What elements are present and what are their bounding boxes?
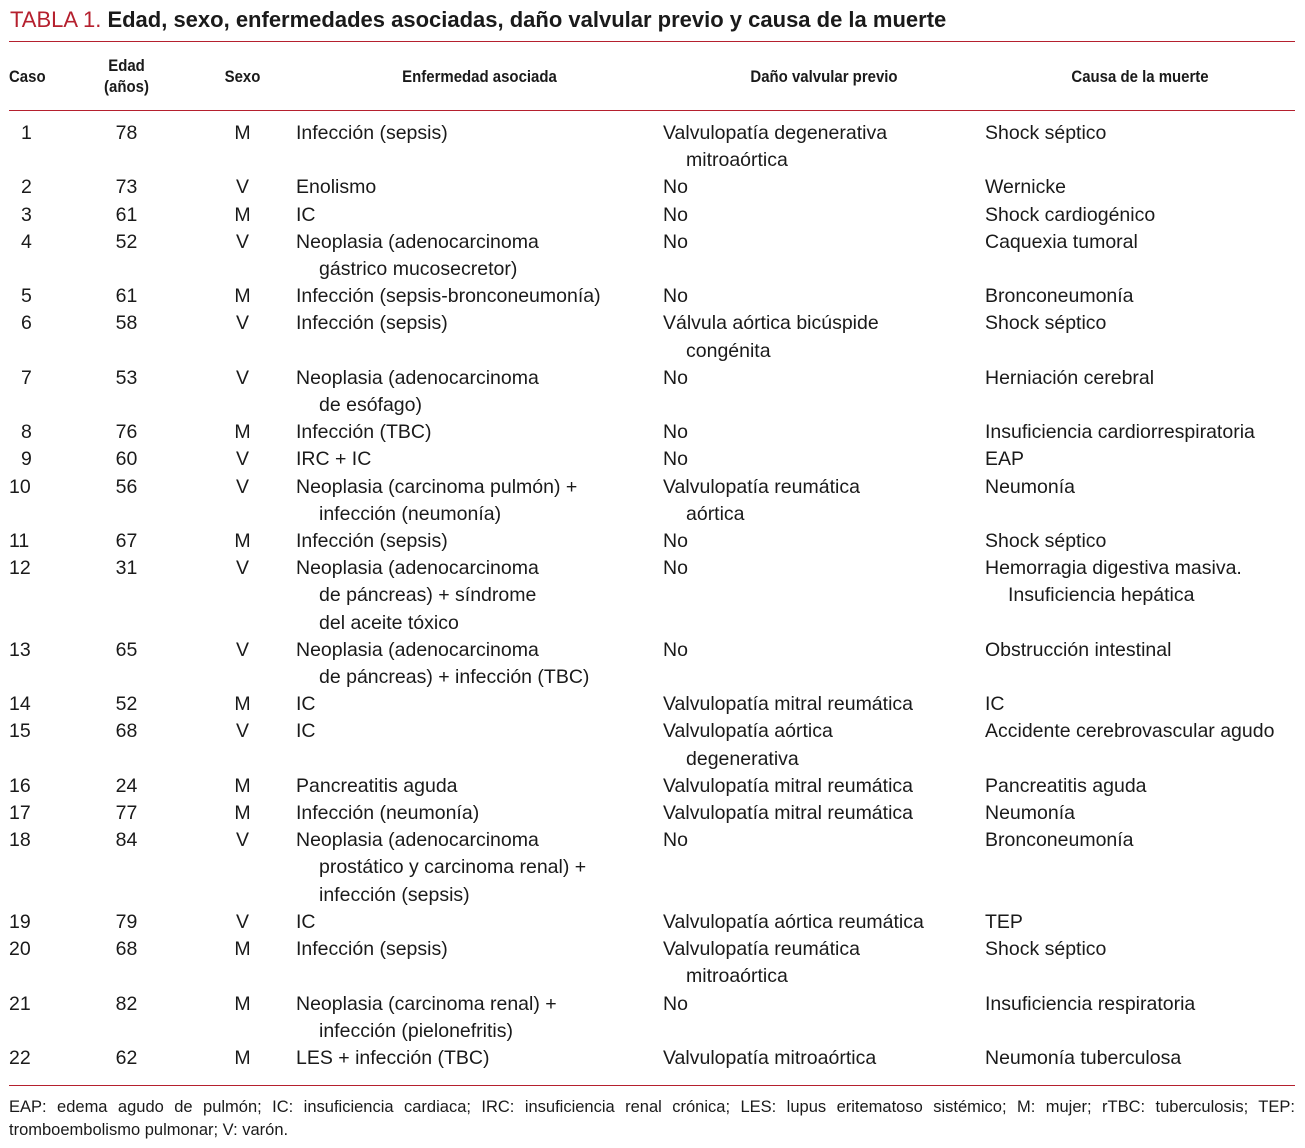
cell-edad: 53 xyxy=(115,366,138,389)
cell-enfermedad: IC xyxy=(296,693,316,716)
cell-sexo: V xyxy=(235,230,249,253)
cell-dano: Valvulopatía mitral reumática xyxy=(663,802,913,825)
cell-edad: 58 xyxy=(115,312,138,335)
cell-dano: No xyxy=(663,366,688,389)
cell-caso: 18 xyxy=(9,829,31,852)
cell-causa: Neumonía xyxy=(985,475,1075,498)
cell-caso: 17 xyxy=(9,802,31,825)
cell-edad: 62 xyxy=(115,1046,138,1069)
cell-causa: Pancreatitis aguda xyxy=(985,774,1147,797)
cell-enfermedad: Infección (neumonía) xyxy=(296,802,480,825)
cell-dano: No xyxy=(663,992,688,1015)
cell-caso: 8 xyxy=(21,421,32,444)
cell-dano: No xyxy=(663,530,688,553)
table-footnote: EAP: edema agudo de pulmón; IC: insuficiencia cardiaca; IRC: insuficiencia renal crónica; LES: lupus eritematoso sistémico; M: mujer; rTBC: tuberculosis; TEP: tromboembolismo pulmonar; V: varón. xyxy=(9,1098,1295,1139)
table-row xyxy=(9,110,1295,174)
cell-edad: 82 xyxy=(115,992,138,1015)
cell-causa: Shock séptico xyxy=(985,530,1107,553)
table-row xyxy=(9,174,1295,201)
table-row xyxy=(9,555,1295,637)
table-row xyxy=(9,419,1295,446)
table-row xyxy=(9,691,1295,718)
cell-caso: 4 xyxy=(21,230,32,253)
cell-enfermedad: Enolismo xyxy=(296,176,377,199)
cell-enfermedad: IC xyxy=(296,720,316,743)
cell-caso: 9 xyxy=(21,448,32,471)
table-header-row xyxy=(9,42,1295,110)
cell-caso: 19 xyxy=(9,910,31,933)
cell-sexo: M xyxy=(234,203,251,226)
cell-sexo: V xyxy=(235,475,249,498)
cell-caso: 1 xyxy=(21,122,32,144)
cell-dano: Válvula aórtica bicúspide congénita xyxy=(663,312,879,362)
cell-sexo: V xyxy=(235,829,249,852)
cell-edad: 61 xyxy=(115,285,138,308)
cell-dano: No xyxy=(663,203,688,226)
cell-sexo: M xyxy=(234,285,251,308)
cell-caso: 11 xyxy=(9,530,30,553)
cell-sexo: M xyxy=(234,421,251,444)
cell-sexo: V xyxy=(235,176,249,199)
cell-causa: Shock séptico xyxy=(985,312,1107,335)
cell-caso: 12 xyxy=(9,557,31,580)
table-row xyxy=(9,718,1295,772)
cell-caso: 6 xyxy=(21,312,32,335)
cell-enfermedad: Neoplasia (carcinoma pulmón) + infección (neumonía) xyxy=(296,475,578,525)
cell-dano: No xyxy=(663,448,688,471)
data-table xyxy=(9,42,1295,1078)
cell-causa: Accidente cerebrovascular agudo xyxy=(985,720,1275,743)
table-row xyxy=(9,909,1295,936)
cell-caso: 5 xyxy=(21,285,32,308)
cell-causa: TEP xyxy=(985,910,1023,933)
cell-caso: 13 xyxy=(9,638,31,661)
table-row xyxy=(9,446,1295,473)
table-row xyxy=(9,1045,1295,1078)
cell-enfermedad: Neoplasia (adenocarcinoma gástrico mucosecretor) xyxy=(296,230,539,281)
table-row xyxy=(9,800,1295,827)
cell-sexo: M xyxy=(234,122,251,144)
cell-sexo: V xyxy=(235,557,249,580)
cell-edad: 60 xyxy=(115,448,138,471)
cell-causa: Obstrucción intestinal xyxy=(985,638,1172,661)
cell-causa: Shock cardiogénico xyxy=(985,203,1156,226)
cell-sexo: V xyxy=(235,366,249,389)
cell-caso: 22 xyxy=(9,1046,31,1069)
cell-sexo: V xyxy=(235,638,249,661)
header-enfermedad: Enfermedad asociada xyxy=(402,66,557,86)
table-row xyxy=(9,365,1295,419)
cell-enfermedad: IC xyxy=(296,203,316,226)
cell-enfermedad: Neoplasia (carcinoma renal) + infección (pielonefritis) xyxy=(296,992,557,1042)
cell-enfermedad: Infección (sepsis) xyxy=(296,122,448,144)
table-row xyxy=(9,528,1295,555)
table-row xyxy=(9,827,1295,909)
cell-caso: 10 xyxy=(9,475,31,498)
table-row xyxy=(9,283,1295,310)
cell-dano: Valvulopatía reumática mitroaórtica xyxy=(663,938,860,988)
cell-dano: Valvulopatía mitroaórtica xyxy=(663,1046,877,1069)
cell-caso: 20 xyxy=(9,938,31,961)
cell-sexo: M xyxy=(234,938,251,961)
cell-enfermedad: Neoplasia (adenocarcinoma de páncreas) + síndrome del aceite tóxico xyxy=(296,557,539,634)
cell-edad: 77 xyxy=(115,802,138,825)
cell-edad: 65 xyxy=(115,638,138,661)
cell-sexo: M xyxy=(234,530,251,553)
cell-edad: 73 xyxy=(115,176,138,199)
table-row xyxy=(9,637,1295,691)
table-label: TABLA 1. xyxy=(10,7,102,32)
cell-dano: Valvulopatía aórtica reumática xyxy=(663,910,924,933)
cell-enfermedad: Neoplasia (adenocarcinoma de esófago) xyxy=(296,366,539,417)
table-row xyxy=(9,936,1295,990)
cell-causa: Hemorragia digestiva masiva. Insuficiencia hepática xyxy=(985,557,1242,607)
cell-sexo: M xyxy=(234,802,251,825)
table-row xyxy=(9,229,1295,283)
cell-enfermedad: Infección (sepsis-bronconeumonía) xyxy=(296,285,601,308)
table-row xyxy=(9,202,1295,229)
cell-dano: Valvulopatía mitral reumática xyxy=(663,774,913,797)
cell-causa: Bronconeumonía xyxy=(985,829,1134,852)
cell-dano: No xyxy=(663,285,688,308)
cell-edad: 78 xyxy=(115,122,138,144)
cell-enfermedad: Pancreatitis aguda xyxy=(296,774,458,797)
cell-causa: Neumonía xyxy=(985,802,1075,825)
cell-enfermedad: Neoplasia (adenocarcinoma de páncreas) + infección (TBC) xyxy=(296,638,590,689)
cell-caso: 14 xyxy=(9,693,31,716)
cell-sexo: M xyxy=(234,774,251,797)
cell-edad: 56 xyxy=(115,475,138,498)
cell-edad: 68 xyxy=(115,720,138,743)
table-row xyxy=(9,773,1295,800)
header-dano: Daño valvular previo xyxy=(750,66,898,86)
table-title xyxy=(10,6,946,36)
cell-dano: No xyxy=(663,557,688,580)
cell-edad: 67 xyxy=(115,530,138,553)
cell-sexo: V xyxy=(235,312,249,335)
cell-dano: No xyxy=(663,230,688,253)
cell-edad: 31 xyxy=(115,557,138,580)
cell-sexo: V xyxy=(235,910,249,933)
cell-enfermedad: IC xyxy=(296,910,316,933)
table-caption: Edad, sexo, enfermedades asociadas, daño valvular previo y causa de la muerte xyxy=(107,7,947,32)
cell-edad: 76 xyxy=(115,421,138,444)
cell-sexo: M xyxy=(234,1046,251,1069)
cell-enfermedad: LES + infección (TBC) xyxy=(296,1046,490,1069)
table-body xyxy=(9,110,1295,1078)
cell-edad: 24 xyxy=(115,774,138,797)
cell-causa: Shock séptico xyxy=(985,938,1107,961)
cell-edad: 61 xyxy=(115,203,138,226)
cell-dano: No xyxy=(663,638,688,661)
cell-causa: Shock séptico xyxy=(985,122,1107,144)
cell-enfermedad: Infección (TBC) xyxy=(296,421,432,444)
cell-causa: IC xyxy=(985,693,1005,716)
cell-causa: Insuficiencia respiratoria xyxy=(985,992,1196,1015)
cell-sexo: M xyxy=(234,992,251,1015)
cell-dano: No xyxy=(663,176,688,199)
cell-sexo: V xyxy=(235,720,249,743)
cell-enfermedad: Infección (sepsis) xyxy=(296,312,448,335)
table-row xyxy=(9,991,1295,1045)
cell-enfermedad: IRC + IC xyxy=(296,448,372,471)
cell-caso: 21 xyxy=(9,992,31,1015)
cell-dano: Valvulopatía degenerativa mitroaórtica xyxy=(663,122,888,172)
cell-edad: 84 xyxy=(115,829,138,852)
table-row xyxy=(9,474,1295,528)
cell-enfermedad: Infección (sepsis) xyxy=(296,938,448,961)
cell-edad: 79 xyxy=(115,910,138,933)
cell-caso: 2 xyxy=(21,176,32,199)
header-sexo: Sexo xyxy=(224,66,261,86)
cell-dano: Valvulopatía aórtica degenerativa xyxy=(663,720,833,770)
header-causa: Causa de la muerte xyxy=(1071,66,1209,86)
cell-dano: No xyxy=(663,421,688,444)
cell-causa: Insuficiencia cardiorrespiratoria xyxy=(985,421,1255,444)
table-row xyxy=(9,310,1295,364)
cell-causa: Herniación cerebral xyxy=(985,366,1155,389)
header-caso: Caso xyxy=(9,66,46,86)
cell-sexo: M xyxy=(234,693,251,716)
cell-caso: 16 xyxy=(9,774,31,797)
cell-caso: 15 xyxy=(9,720,31,743)
cell-caso: 7 xyxy=(21,366,32,389)
cell-dano: Valvulopatía mitral reumática xyxy=(663,693,913,716)
cell-causa: Caquexia tumoral xyxy=(985,230,1138,253)
cell-causa: Wernicke xyxy=(985,176,1066,199)
cell-enfermedad: Infección (sepsis) xyxy=(296,530,448,553)
cell-edad: 52 xyxy=(115,230,138,253)
cell-caso: 3 xyxy=(21,203,32,226)
header-edad: Edad (años) xyxy=(104,56,149,96)
cell-edad: 52 xyxy=(115,693,138,716)
cell-edad: 68 xyxy=(115,938,138,961)
cell-dano: No xyxy=(663,829,688,852)
cell-causa: EAP xyxy=(985,448,1025,471)
cell-enfermedad: Neoplasia (adenocarcinoma prostático y carcinoma renal) + infección (sepsis) xyxy=(296,829,587,906)
cell-causa: Neumonía tuberculosa xyxy=(985,1046,1182,1069)
cell-causa: Bronconeumonía xyxy=(985,285,1134,308)
cell-sexo: V xyxy=(235,448,249,471)
cell-dano: Valvulopatía reumática aórtica xyxy=(663,475,860,525)
bottom-rule xyxy=(9,1085,1295,1086)
